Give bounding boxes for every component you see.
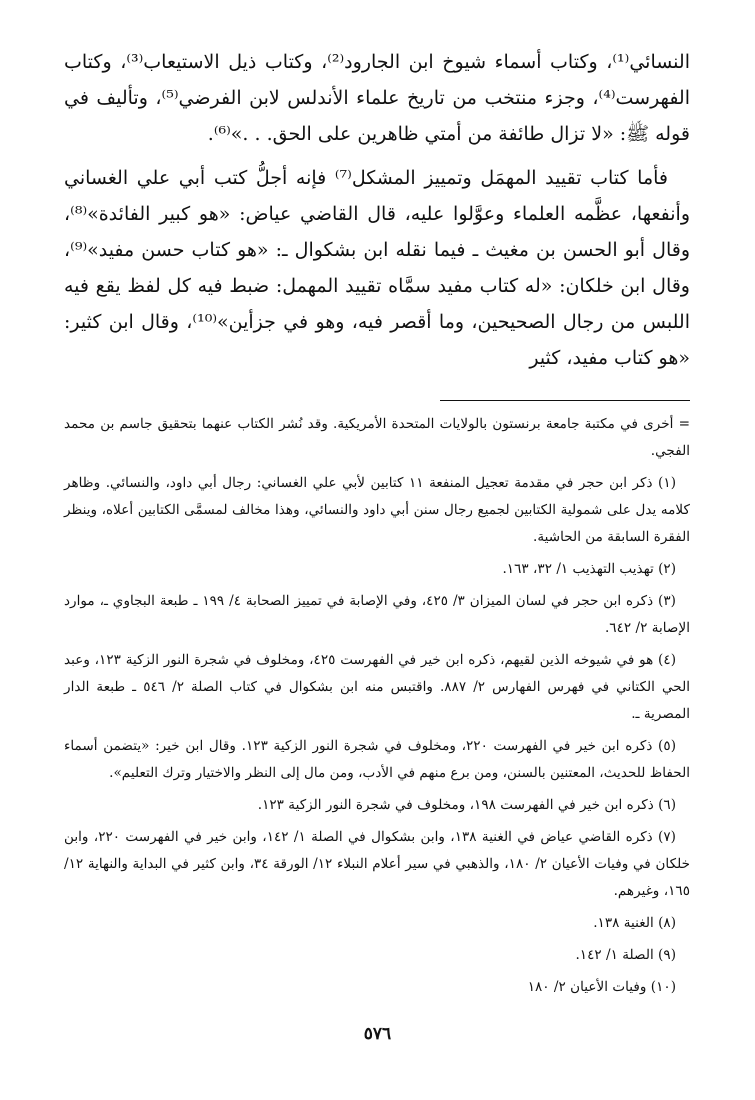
footnote-4: (٤) هو في شيوخه الذين لقيهم، ذكره ابن خير في الفهرست ٤٢٥، ومخلوف في شجرة النور الزكية ١٢٣، وعبد الحي الكتاني في فهرس الفهارس ٢/ ٨٨٧. واقتبس منه ابن بشكوال في كتاب الصلة ٢/ ٥٤٦ ـ طبعة الدار المصرية ـ. [64,652,690,722]
footnote-3: (٣) ذكره ابن حجر في لسان الميزان ٣/ ٤٢٥، وفي الإصابة في تمييز الصحابة ٤/ ١٩٩ ـ طبعة البجاوي ـ، موارد الإصابة ٢/ ٦٤٢. [64,593,690,636]
page-content [64,44,690,1006]
body-paragraph: فأما كتاب تقييد المهمَل وتمييز المشكل⁽⁷⁾ فإنه أجلُّ كتب أبي علي الغساني وأنفعها، عظَّمه العلماء وعوَّلوا عليه، قال القاضي عياض: «هو كبير الفائدة»⁽⁸⁾، وقال أبو الحسن بن مغيث ـ فيما نقله ابن بشكوال ـ: «هو كتاب حسن مفيد»⁽⁹⁾، وقال ابن خلكان: «له كتاب مفيد سمَّاه تقييد المهمل: ضبط فيه كل لفظ يقع فيه اللبس من رجال الصحيحين، وما أقصر فيه، وهو في جزأين»⁽¹⁰⁾، وقال ابن كثير: «هو كتاب مفيد، كثير [64,167,690,369]
body-paragraph: النسائي⁽¹⁾، وكتاب أسماء شيوخ ابن الجارود⁽²⁾، وكتاب ذيل الاستيعاب⁽³⁾، وكتاب الفهرست⁽⁴⁾، وجزء منتخب من تاريخ علماء الأندلس لابن الفرضي⁽⁵⁾، وتأليف في قوله ﷺ: «لا تزال طائفة من أمتي ظاهرين على الحق. . .»⁽⁶⁾. [64,51,690,145]
footnotes [64,411,690,1001]
footnote-continuation: = أخرى في مكتبة جامعة برنستون بالولايات المتحدة الأمريكية. وقد نُشر الكتاب عنهما بتحقيق جاسم بن محمد الفجي. [64,416,690,459]
footnote-10: (١٠) وفيات الأعيان ٢/ ١٨٠ [527,979,676,995]
main-text [64,44,690,376]
footnote-9: (٩) الصلة ١/ ١٤٢. [575,947,676,963]
footnote-1: (١) ذكر ابن حجر في مقدمة تعجيل المنفعة ١١ كتابين لأبي علي الغساني: رجال أبي داود، والنسائي. وظاهر كلامه يدل على شمولية الكتابين لجميع رجال سنن أبي داود والنسائي، وهذا مخالف لمسمَّى الكتابين أعلاه، وينظر الفقرة السابقة من الحاشية. [64,475,690,545]
footnote-7: (٧) ذكره القاضي عياض في الغنية ١٣٨، وابن بشكوال في الصلة ١/ ١٤٢، وابن خير في الفهرست ٢٢٠، وابن خلكان في وفيات الأعيان ٢/ ١٨٠، والذهبي في سير أعلام النبلاء ١٢/ الورقة ٣٤، وابن كثير في البداية والنهاية ١٢/ ١٦٥، وغيرهم. [64,829,690,899]
footnote-divider [440,400,690,401]
page-number: ٥٧٦ [363,1024,392,1044]
footnote-5: (٥) ذكره ابن خير في الفهرست ٢٢٠، ومخلوف في شجرة النور الزكية ١٢٣. وقال ابن خير: «يتضمن أسماء الحفاظ للحديث، المعتنين بالسنن، ومن برع منهم في الأدب، ومن مال إلى النظر والاختيار وترك التعليم». [64,738,690,781]
footnote-8: (٨) الغنية ١٣٨. [593,915,676,931]
footnote-6: (٦) ذكره ابن خير في الفهرست ١٩٨، ومخلوف في شجرة النور الزكية ١٢٣. [257,797,676,813]
footnote-2: (٢) تهذيب التهذيب ١/ ٣٢، ١٦٣. [502,561,676,577]
